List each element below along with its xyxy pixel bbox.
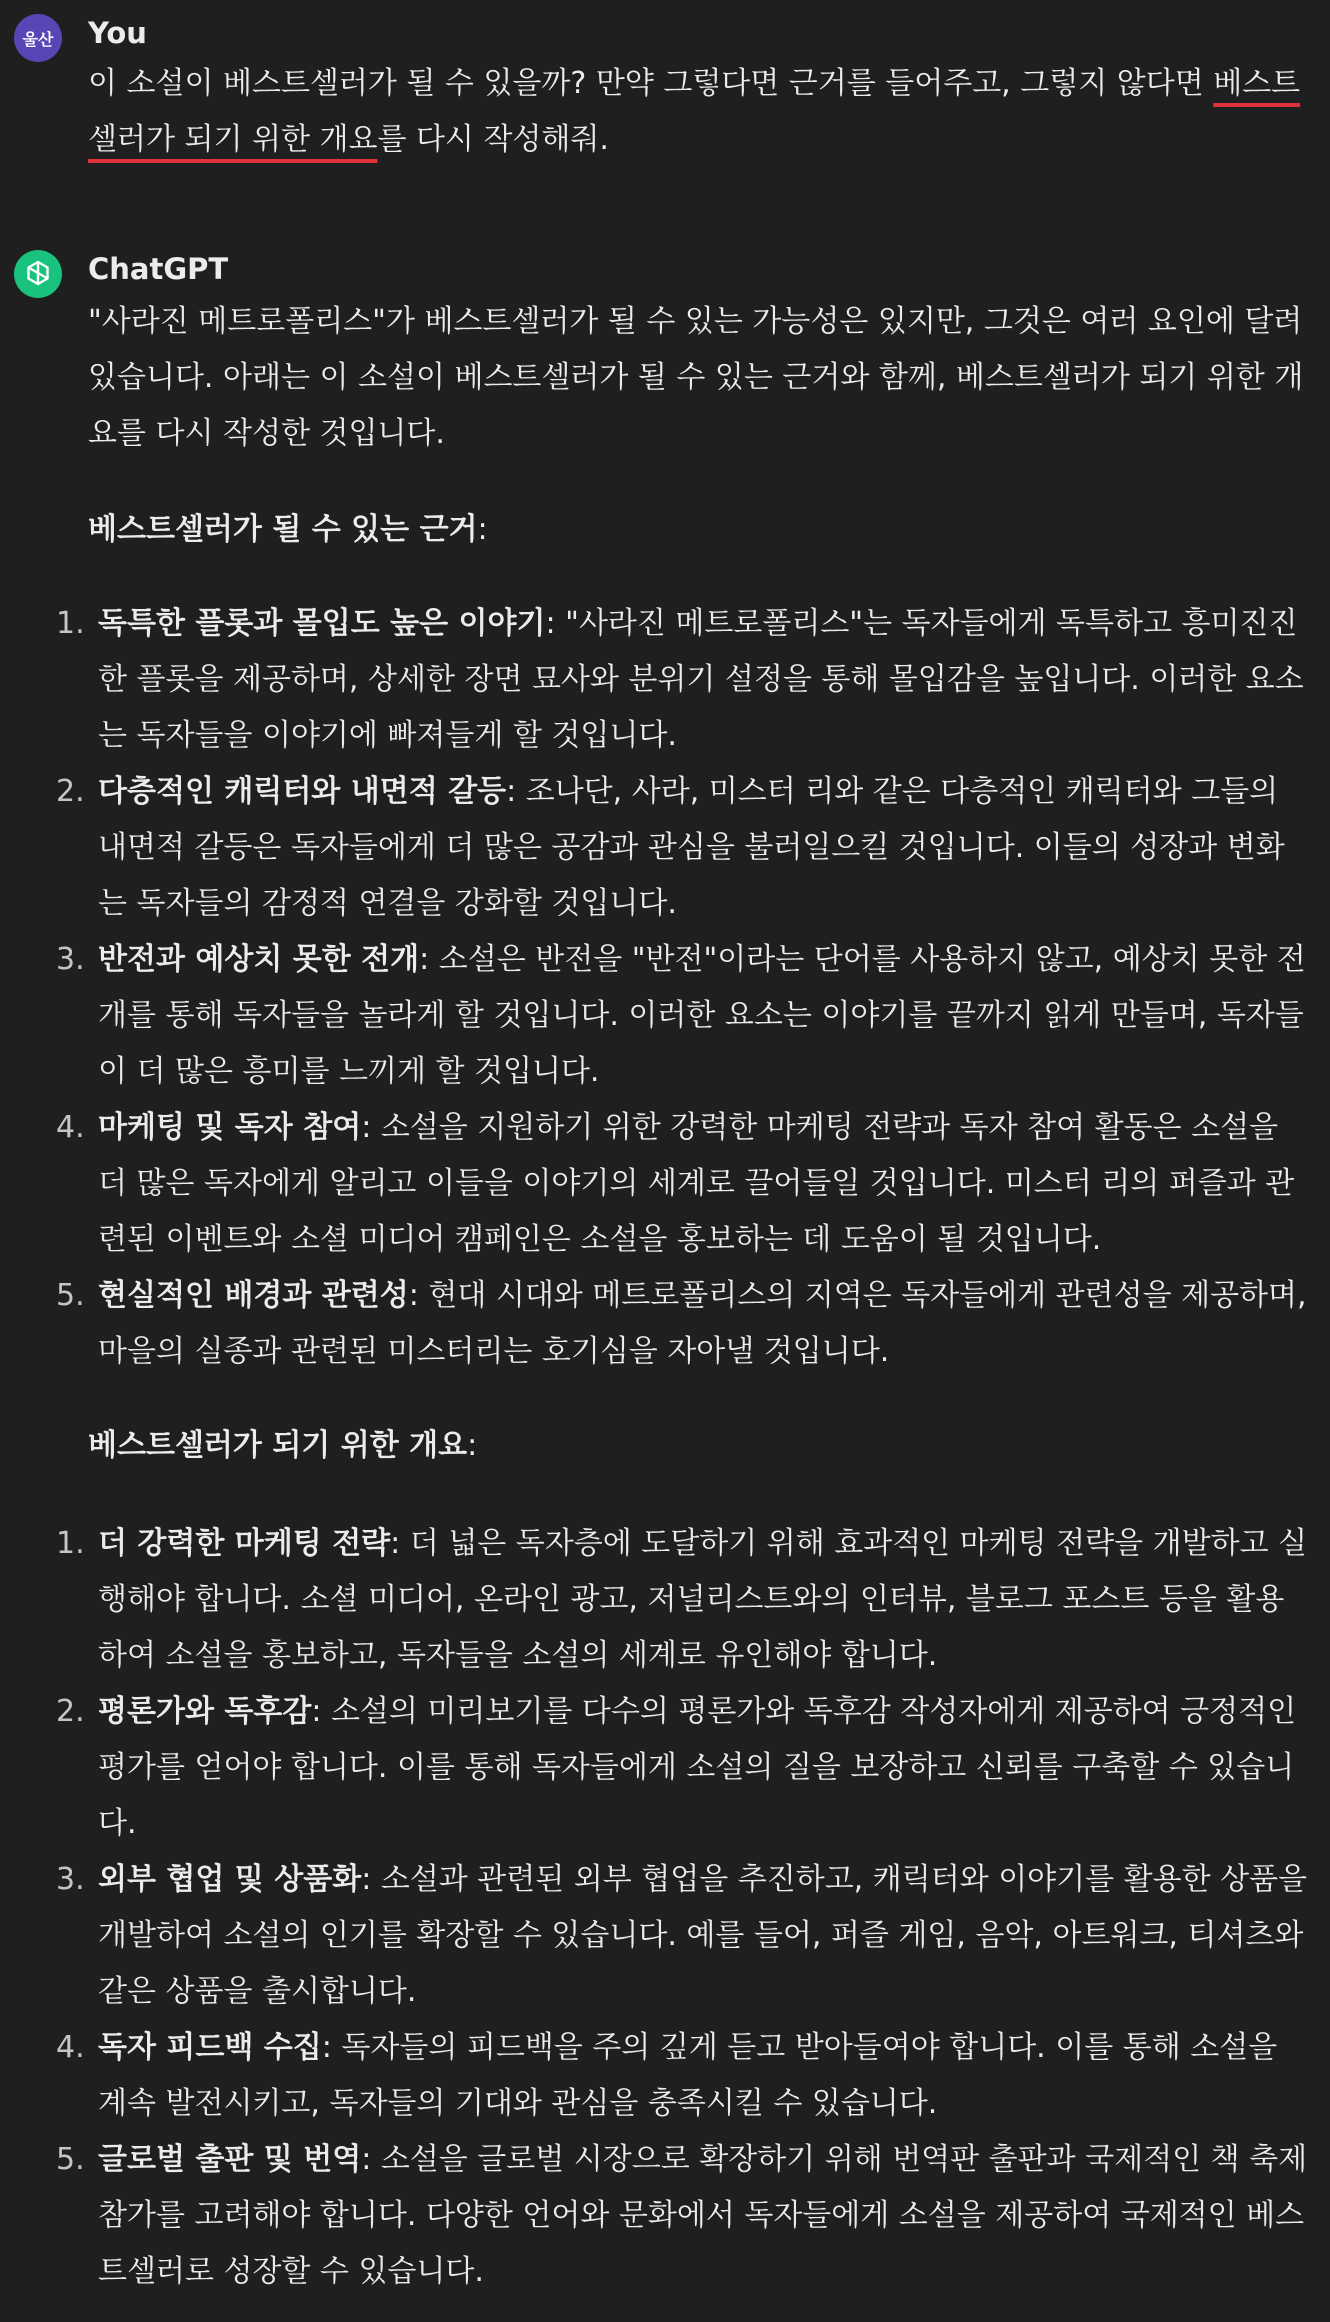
list-item-term: 독특한 플롯과 몰입도 높은 이야기	[98, 606, 546, 641]
list-item-desc: : 더 넓은 독자층에 도달하기 위해 효과적인 마케팅 전략을 개발하고 실행해야 합니다. 소셜 미디어, 온라인 광고, 저널리스트와의 인터뷰, 블로그 포스트 등을 활용하여 소설을 홍보하고, 독자들을 소설의 세계로 유인해야 합니다.	[98, 1526, 1308, 1673]
openai-logo-icon	[22, 258, 54, 290]
section1-heading	[88, 502, 488, 558]
list-item-number: 5.	[56, 1278, 85, 1313]
user-author-name: You	[88, 16, 147, 50]
list-item	[0, 596, 1310, 764]
list-item	[0, 2132, 1310, 2300]
user-text-before: 이 소설이 베스트셀러가 될 수 있을까? 만약 그렇다면 근거를 들어주고, 그렇지 않다면	[88, 66, 1214, 101]
section1-colon: :	[477, 512, 488, 547]
list-item-desc: : 소설의 미리보기를 다수의 평론가와 독후감 작성자에게 제공하여 긍정적인 평가를 얻어야 합니다. 이를 통해 독자들에게 소설의 질을 보장하고 신뢰를 구축할 수 있습니다.	[98, 1694, 1297, 1841]
section2-colon: :	[467, 1428, 478, 1463]
list-item-number: 4.	[56, 2030, 85, 2065]
chatgpt-author-name: ChatGPT	[88, 252, 229, 286]
list-item-term: 평론가와 독후감	[98, 1694, 312, 1729]
list-item-number: 2.	[56, 774, 85, 809]
assistant-intro: "사라진 메트로폴리스"가 베스트셀러가 될 수 있는 가능성은 있지만, 그것은 여러 요인에 달려 있습니다. 아래는 이 소설이 베스트셀러가 될 수 있는 근거와 함께, 베스트셀러가 되기 위한 개요를 다시 작성한 것입니다.	[88, 304, 1304, 451]
list-item-desc: : 소설을 지원하기 위한 강력한 마케팅 전략과 독자 참여 활동은 소설을 더 많은 독자에게 알리고 이들을 이야기의 세계로 끌어들일 것입니다. 미스터 리의 퍼즐과 관련된 이벤트와 소셜 미디어 캠페인은 소설을 홍보하는 데 도움이 될 것입니다.	[98, 1110, 1295, 1257]
section1-heading-text: 베스트셀러가 될 수 있는 근거	[88, 512, 478, 547]
list-item	[0, 932, 1310, 1100]
list-item-number: 5.	[56, 2142, 85, 2177]
list-item-number: 3.	[56, 942, 85, 977]
list-item-term: 다층적인 캐릭터와 내면적 갈등	[98, 774, 507, 809]
list-item-term: 더 강력한 마케팅 전략	[98, 1526, 391, 1561]
list-item-desc: : 조나단, 사라, 미스터 리와 같은 다층적인 캐릭터와 그들의 내면적 갈등은 독자들에게 더 많은 공감과 관심을 불러일으킬 것입니다. 이들의 성장과 변화는 독자들의 감정적 연결을 강화할 것입니다.	[98, 774, 1285, 921]
chatgpt-avatar	[14, 250, 62, 298]
list-item-term: 마케팅 및 독자 참여	[98, 1110, 362, 1145]
list-item-term: 외부 협업 및 상품화	[98, 1862, 362, 1897]
list-item-term: 독자 피드백 수집	[98, 2030, 322, 2065]
list-item	[0, 1100, 1310, 1268]
list-item-term: 글로벌 출판 및 번역	[98, 2142, 362, 2177]
list-item-number: 1.	[56, 606, 85, 641]
section1-list	[0, 596, 1330, 1380]
list-item	[0, 2020, 1310, 2132]
list-item	[0, 1268, 1310, 1380]
list-item	[0, 1852, 1310, 2020]
section2-list	[0, 1516, 1330, 2300]
user-avatar-text: 울산	[22, 29, 54, 49]
list-item	[0, 764, 1310, 932]
list-item-desc: : "사라진 메트로폴리스"는 독자들에게 독특하고 흥미진진한 플롯을 제공하며, 상세한 장면 묘사와 분위기 설정을 통해 몰입감을 높입니다. 이러한 요소는 독자들을 이야기에 빠져들게 할 것입니다.	[98, 606, 1304, 753]
list-item-desc: : 독자들의 피드백을 주의 깊게 듣고 받아들여야 합니다. 이를 통해 소설을 계속 발전시키고, 독자들의 기대와 관심을 충족시킬 수 있습니다.	[98, 2030, 1278, 2121]
list-item-desc: : 현대 시대와 메트로폴리스의 지역은 독자들에게 관련성을 제공하며, 마을의 실종과 관련된 미스터리는 호기심을 자아낼 것입니다.	[98, 1278, 1307, 1369]
list-item-number: 1.	[56, 1526, 85, 1561]
list-item-desc: : 소설과 관련된 외부 협업을 추진하고, 캐릭터와 이야기를 활용한 상품을 개발하여 소설의 인기를 확장할 수 있습니다. 예를 들어, 퍼즐 게임, 음악, 아트워크, 티셔츠와 같은 상품을 출시합니다.	[98, 1862, 1308, 2009]
user-avatar	[14, 14, 62, 62]
list-item-number: 2.	[56, 1694, 85, 1729]
list-item-term: 현실적인 배경과 관련성	[98, 1278, 409, 1313]
section2-heading-text: 베스트셀러가 되기 위한 개요	[88, 1428, 468, 1463]
list-item-term: 반전과 예상치 못한 전개	[98, 942, 420, 977]
section2-heading	[88, 1418, 477, 1474]
list-item-number: 4.	[56, 1110, 85, 1145]
list-item-number: 3.	[56, 1862, 85, 1897]
list-item	[0, 1684, 1310, 1852]
user-message-text	[88, 56, 1308, 168]
user-text-underlined: 베스트셀러가 되기 위한 개요	[88, 66, 1301, 157]
list-item-desc: : 소설은 반전을 "반전"이라는 단어를 사용하지 않고, 예상치 못한 전개를 통해 독자들을 놀라게 할 것입니다. 이러한 요소는 이야기를 끝까지 읽게 만들며, 독자들이 더 많은 흥미를 느끼게 할 것입니다.	[98, 942, 1306, 1089]
list-item-desc: : 소설을 글로벌 시장으로 확장하기 위해 번역판 출판과 국제적인 책 축제 참가를 고려해야 합니다. 다양한 언어와 문화에서 독자들에게 소설을 제공하여 국제적인 베스트셀러로 성장할 수 있습니다.	[98, 2142, 1308, 2289]
list-item	[0, 1516, 1310, 1684]
user-text-after: 를 다시 작성해줘.	[377, 122, 609, 157]
